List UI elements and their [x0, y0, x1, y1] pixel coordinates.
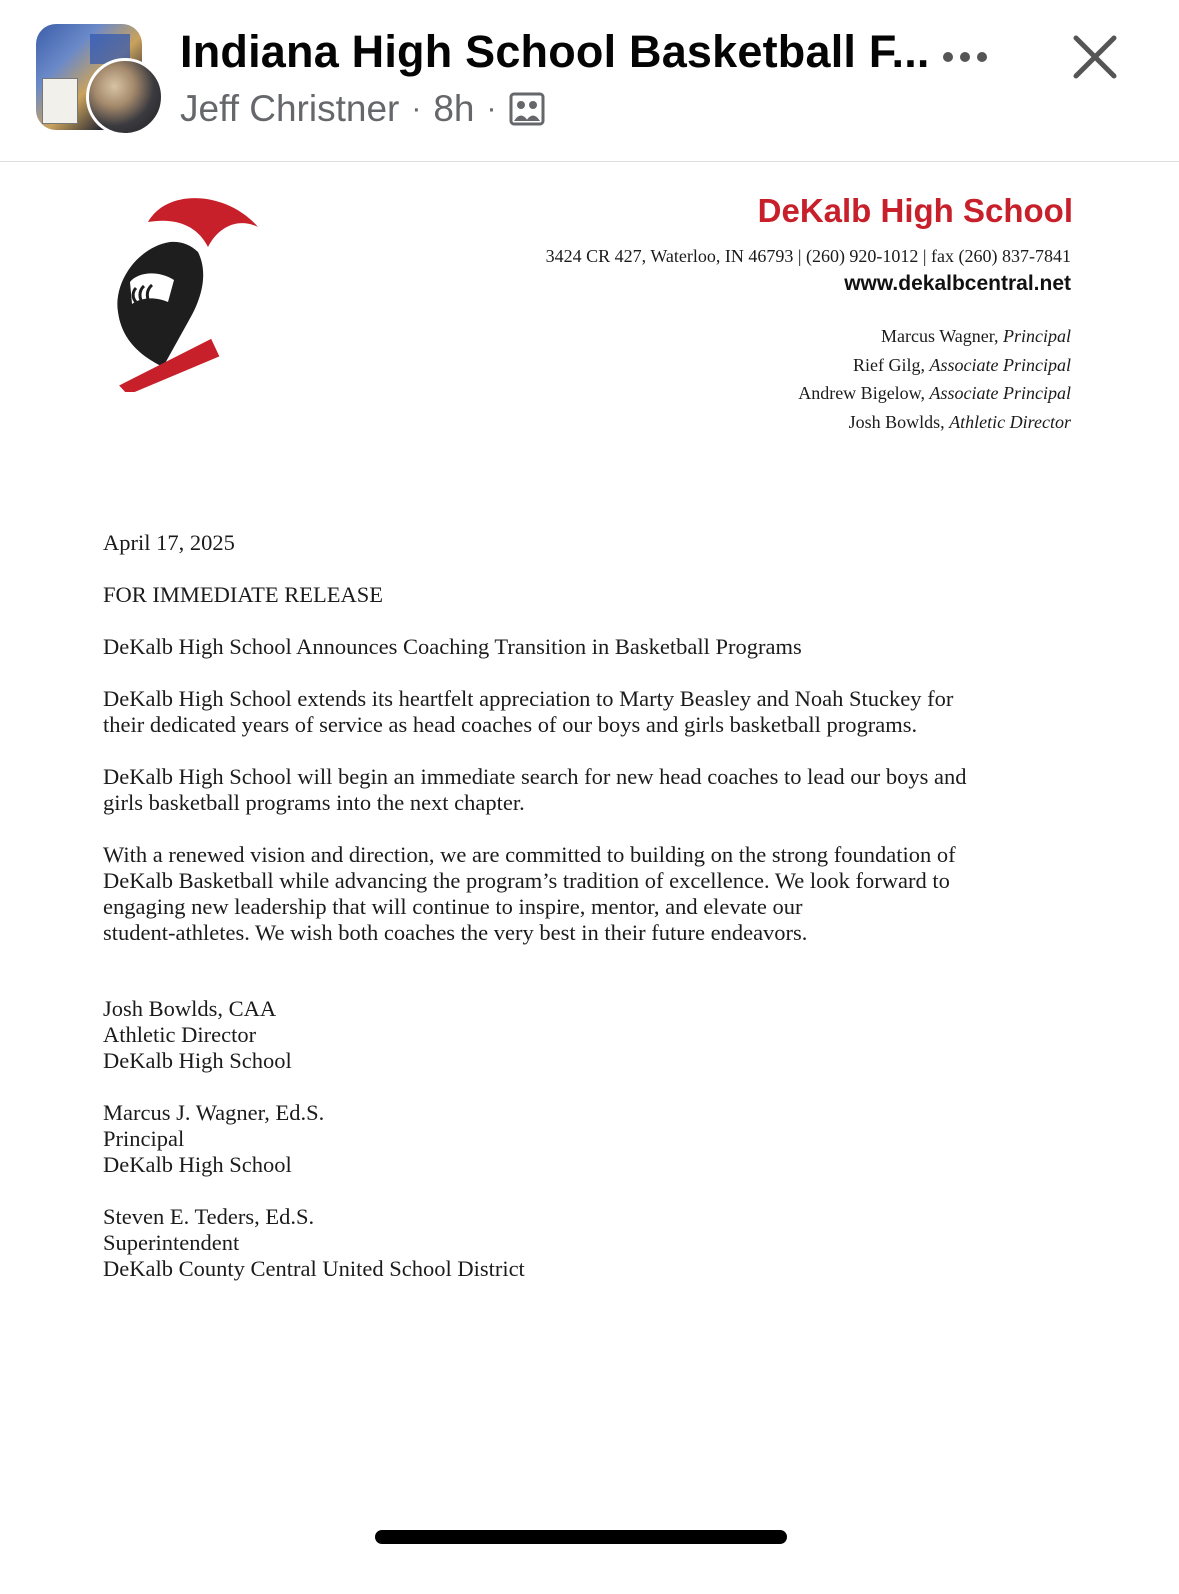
signature-block: Steven E. Teders, Ed.S. Superintendent DeKalb County Central United School District [103, 1204, 525, 1281]
author-avatar[interactable] [86, 58, 164, 136]
more-options-button[interactable] [940, 40, 994, 74]
group-audience-icon [509, 91, 545, 127]
paragraph-2: DeKalb High School will begin an immediate search for new head coaches to lead our boys and girls basketball programs into the next chapter. [103, 764, 967, 815]
staff-entry: Andrew Bigelow, Associate Principal [798, 383, 1071, 403]
release-label: FOR IMMEDIATE RELEASE [103, 582, 383, 607]
close-button[interactable] [1070, 32, 1120, 82]
meta-separator: · [486, 92, 497, 125]
post-header [0, 0, 1179, 162]
school-website: www.dekalbcentral.net [844, 272, 1071, 295]
signature-block: Josh Bowlds, CAA Athletic Director DeKalb High School [103, 996, 292, 1073]
home-indicator[interactable] [375, 1530, 787, 1544]
group-name[interactable]: Indiana High School Basketball F... [180, 26, 930, 77]
close-icon [1070, 32, 1120, 82]
post-image-letter[interactable] [0, 162, 1179, 1542]
signature-block: Marcus J. Wagner, Ed.S. Principal DeKalb High School [103, 1100, 325, 1177]
post-avatars[interactable] [36, 24, 158, 134]
meta-separator: · [411, 92, 422, 125]
staff-entry: Marcus Wagner, Principal [881, 326, 1071, 346]
paragraph-1: DeKalb High School extends its heartfelt appreciation to Marty Beasley and Noah Stuckey for their dedicated years of service as head coaches of our boys and girls basketball programs. [103, 686, 954, 737]
school-name: DeKalb High School [757, 192, 1073, 229]
paragraph-3: With a renewed vision and direction, we are committed to building on the strong foundation of DeKalb Basketball while advancing the program’s tradition of excellence. We look forward to engaging new leadership that will continue to inspire, mentor, and elevate our student-athletes. We wish both coaches the very best in their future endeavors. [103, 842, 956, 945]
author-name[interactable]: Jeff Christner [180, 88, 400, 129]
letter-date: April 17, 2025 [103, 530, 235, 555]
barons-knight-logo [108, 192, 268, 392]
more-dots-icon [940, 40, 994, 74]
group-avatar-detail [42, 78, 78, 124]
staff-entry: Josh Bowlds, Athletic Director [848, 411, 1071, 432]
staff-list [798, 322, 1071, 436]
post-meta [180, 88, 545, 130]
post-time[interactable]: 8h [433, 88, 475, 129]
letter-headline: DeKalb High School Announces Coaching Transition in Basketball Programs [103, 634, 802, 659]
school-address: 3424 CR 427, Waterloo, IN 46793 | (260) 920-1012 | fax (260) 837-7841 [545, 246, 1071, 266]
staff-entry: Rief Gilg, Associate Principal [853, 354, 1071, 375]
